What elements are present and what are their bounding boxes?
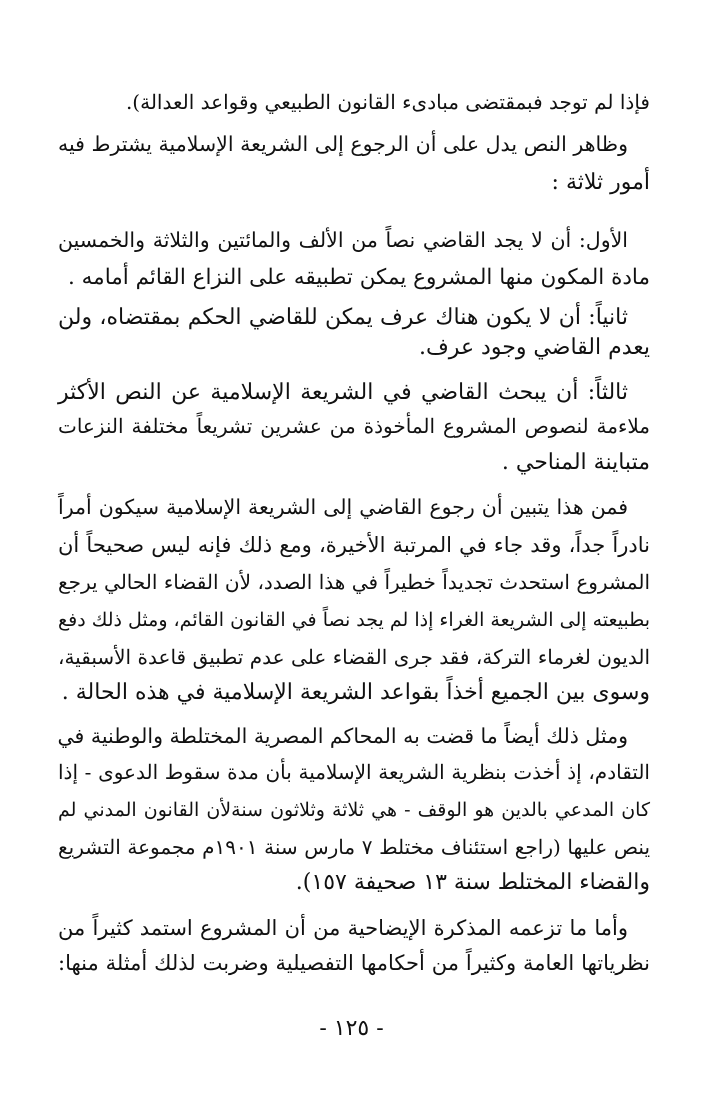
text-line-17: ومثل ذلك أيضاً ما قضت به المحاكم المصرية المختلطة والوطنية في [57,724,628,748]
text-line-21: والقضاء المختلط سنة ١٣ صحيفة ١٥٧). [295,870,650,895]
text-line-8: ثالثاً: أن يبحث القاضي في الشريعة الإسلامية عن النص الأكثر [58,380,628,405]
page-number: - ١٢٥ - [319,1016,384,1041]
text-line-12: نادراً جداً، وقد جاء في المرتبة الأخيرة، ومع ذلك فإنه ليس صحيحاً أن [58,533,650,557]
text-line-15: الديون لغرماء التركة، فقد جرى القضاء على عدم تطبيق قاعدة الأسبقية، [58,645,650,669]
text-line-10: متباينة المناحي . [501,450,650,475]
text-line-5: مادة المكون منها المشروع يمكن تطبيقه على النزاع القائم أمامه . [67,265,650,290]
text-line-23: نظرياتها العامة وكثيراً من أحكامها التفصيلية وضربت لذلك أمثلة منها: [58,951,650,975]
text-line-4: الأول: أن لا يجد القاضي نصاً من الألف والمائتين والثلاثة والخمسين [58,228,628,252]
text-line-19: كان المدعي بالدين هو الوقف - هي ثلاثة وثلاثون سنةلأن القانون المدني لم [58,799,650,821]
text-line-16: وسوى بين الجميع أخذاً بقواعد الشريعة الإسلامية في هذه الحالة . [61,680,650,705]
text-line-2: وظاهر النص يدل على أن الرجوع إلى الشريعة الإسلامية يشترط فيه [58,132,628,156]
text-line-1: فإذا لم توجد فبمقتضى مبادىء القانون الطبيعي وقواعد العدالة). [125,90,650,114]
text-line-9: ملاءمة لنصوص المشروع المأخوذة من عشرين تشريعاً مختلفة النزعات [58,414,650,438]
text-line-6: ثانياً: أن لا يكون هناك عرف يمكن للقاضي الحكم بمقتضاه، ولن [58,305,628,330]
text-line-20: ينص عليها (راجع استئناف مختلط ٧ مارس سنة ١٩٠١م مجموعة التشريع [58,835,651,859]
text-line-13: المشروع استحدث تجديداً خطيراً في هذا الصدد، لأن القضاء الحالي يرجع [58,570,651,594]
text-line-22: وأما ما تزعمه المذكرة الإيضاحية من أن المشروع استمد كثيراً من [58,916,628,940]
text-line-11: فمن هذا يتبين أن رجوع القاضي إلى الشريعة الإسلامية سيكون أمراً [58,495,628,519]
text-line-14: بطبيعته إلى الشريعة الغراء إذا لم يجد نصاً في القانون القائم، ومثل ذلك دفع [58,609,650,631]
text-line-18: التقادم، إذ أخذت بنظرية الشريعة الإسلامية بأن مدة سقوط الدعوى - إذا [58,760,650,784]
text-line-7: يعدم القاضي وجود عرف. [419,335,650,360]
text-line-3: أمور ثلاثة : [551,170,650,195]
